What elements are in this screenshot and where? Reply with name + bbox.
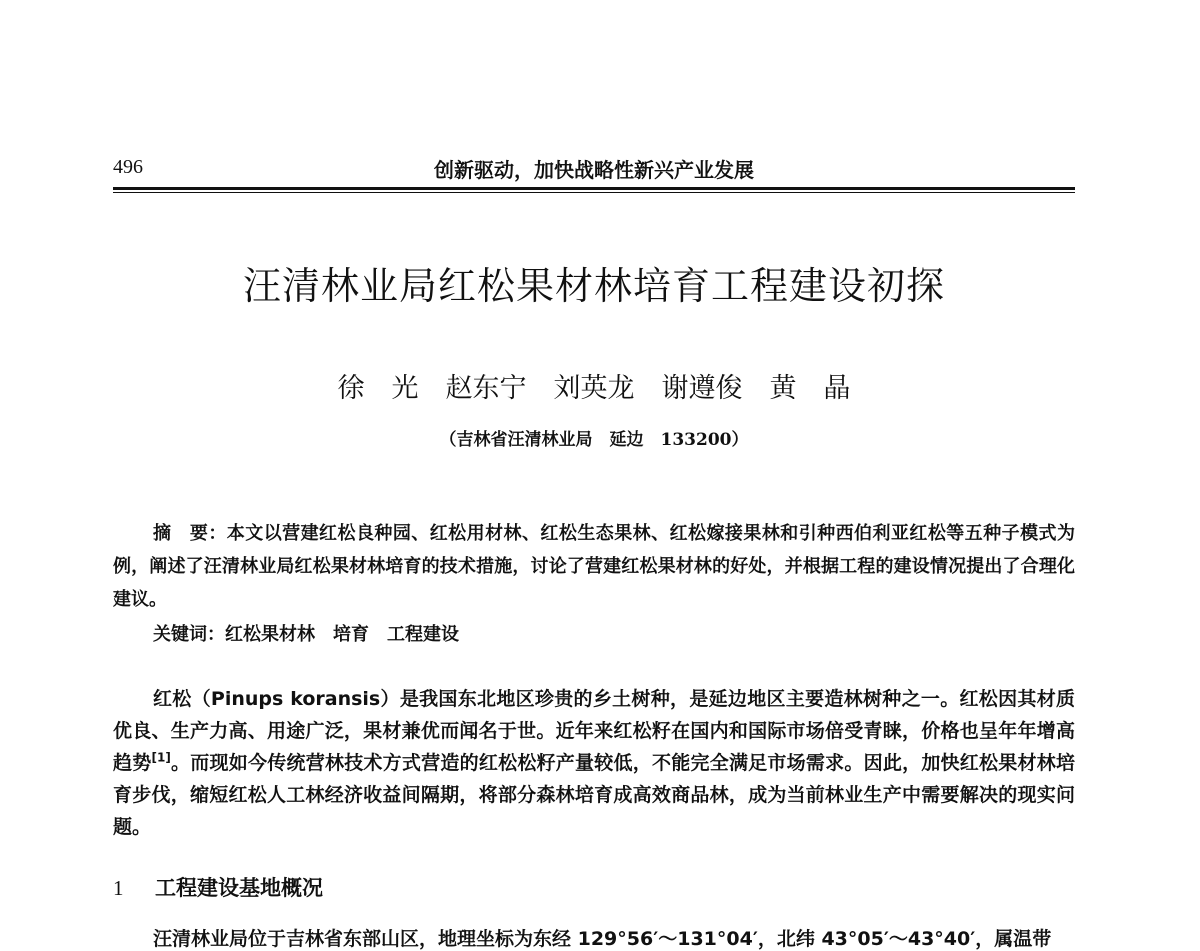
abstract-label: 摘 要： [153,523,227,544]
section-number: 1 [113,876,124,900]
abstract [113,517,1075,616]
running-title: 创新驱动，加快战略性新兴产业发展 [434,158,754,182]
citation-reference: [1] [151,750,171,765]
keywords-text: 红松果材林 培育 工程建设 [225,624,459,645]
body-paragraph [113,683,1075,843]
section-title: 工程建设基地概况 [155,876,323,900]
body-paragraph-part-a: 红松（Pinups koransis）是我国东北地区珍贵的乡土树种，是延边地区主要造林树种之一。红松因其材质优良、生产力高、用途广泛，果材兼优而闻名于世。近年来红松籽在国内和国际市场倍受青睐，价格也呈年年增高趋势 [113,688,1075,774]
body-paragraph-part-b: 。而现如今传统营林技术方式营造的红松松籽产量较低，不能完全满足市场需求。因此，加快红松果材林培育步伐，缩短红松人工林经济收益间隔期，将部分森林培育成高效商品林，成为当前林业生产中需要解决的现实问题。 [113,752,1075,838]
section-first-line: 汪清林业局位于吉林省东部山区，地理坐标为东经 129°56′～131°04′，北纬 43°05′～43°40′，属温带 [153,928,1052,950]
abstract-text: 本文以营建红松良种园、红松用材林、红松生态果林、红松嫁接果林和引种西伯利亚红松等五种子模式为例，阐述了汪清林业局红松果材林培育的技术措施，讨论了营建红松果材林的好处，并根据工程的建设情况提出了合理化建议。 [113,523,1075,610]
section-heading [113,872,323,902]
running-header [113,152,1075,182]
author-affiliation: （吉林省汪清林业局 延边 133200） [439,430,749,450]
keywords-label: 关键词： [153,624,225,645]
author-list: 徐 光 赵东宁 刘英龙 谢遵俊 黄 晶 [337,373,851,404]
paper-title: 汪清林业局红松果材林培育工程建设初探 [242,264,945,308]
header-rule-thick [113,187,1075,190]
page-number: 496 [113,156,143,178]
keywords [153,620,459,646]
header-rule-thin [113,192,1075,193]
